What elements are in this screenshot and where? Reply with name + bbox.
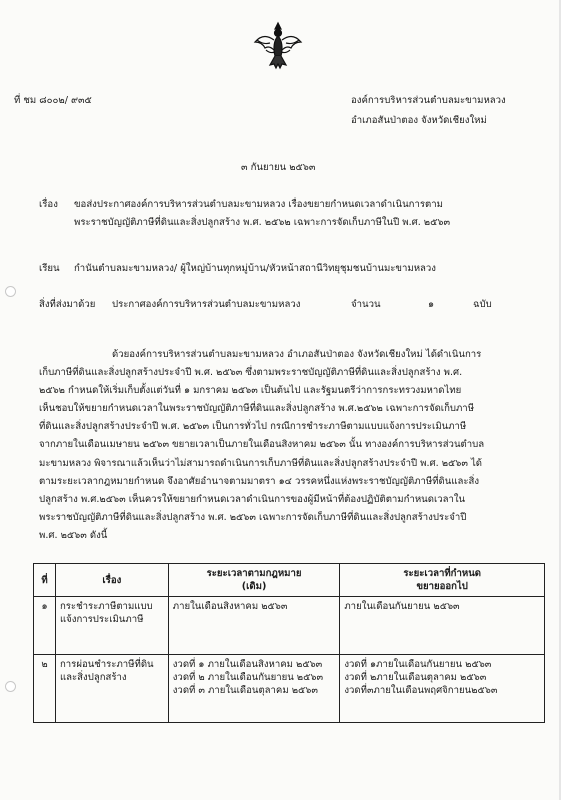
row-topic-line: กระชำระภาษีตามแบบ <box>59 601 153 612</box>
garuda-emblem-icon <box>252 20 304 72</box>
table-row <box>34 597 545 655</box>
subject-line-1: ขอส่งประกาศองค์การบริหารส่วนตำบลมะขามหลวง เรื่องขยายกำหนดเวลาดำเนินการตาม <box>74 199 443 210</box>
body-line: เห็นชอบให้ขยายกำหนดเวลาในพระราชบัญญัติภาษีที่ดินและสิ่งปลูกสร้าง พ.ศ.๒๕๖๒ เฉพาะการจัดเก็บภาษี <box>39 403 475 414</box>
body-line: พระราชบัญญัติภาษีที่ดินและสิ่งปลูกสร้าง พ.ศ. ๒๕๖๓ เฉพาะการจัดเก็บภาษีที่ดินและสิ่งปลูกสร้างประจำปี <box>39 512 467 523</box>
body-line: ๒๕๖๒ กำหนดให้เริ่มเก็บตั้งแต่วันที่ ๑ มกราคม ๒๕๖๓ เป็นต้นไป และรัฐมนตรีว่าการกระทรวงมหาดไทย <box>39 385 462 396</box>
row-legal-line: งวดที่ ๓ ภายในเดือนตุลาคม ๒๕๖๓ <box>172 685 318 696</box>
column-header-no: ที่ <box>34 564 56 597</box>
reference-number: ที่ ชม ๘๐๐๒/ ๙๓๕ <box>14 95 92 106</box>
recipient-label: เรียน <box>39 263 60 274</box>
legal-period-title: ระยะเวลาตามกฎหมาย <box>206 568 302 579</box>
extended-period-title: ระยะเวลาที่กำหนด <box>403 568 481 579</box>
column-header-topic: เรื่อง <box>55 564 168 597</box>
body-line: ปลูกสร้าง พ.ศ.๒๕๖๓ เห็นควรให้ขยายกำหนดเวลาดำเนินการของผู้มีหน้าที่ต้องปฏิบัติตามกำหนดเวลาใน <box>39 494 466 505</box>
body-line: ด้วยองค์การบริหารส่วนตำบลมะขามหลวง อำเภอสันป่าตอง จังหวัดเชียงใหม่ ได้ดำเนินการ <box>112 349 482 360</box>
body-line: จากภายในเดือนเมษายน ๒๕๖๓ ขยายเวลาเป็นภายในเดือนสิงหาคม ๒๕๖๓ นั้น ทางองค์การบริหารส่วนตำบล <box>39 439 485 450</box>
extended-period-subtitle: ขยายออกไป <box>416 581 468 592</box>
column-header-extended-period <box>340 564 545 597</box>
row-extended-line: งวดที่๓ภายในเดือนพฤศจิกายน๒๕๖๓ <box>344 685 498 696</box>
row-legal-line: ภายในเดือนสิงหาคม ๒๕๖๓ <box>172 601 288 612</box>
subject-line-2: พระราชบัญญัติภาษีที่ดินและสิ่งปลูกสร้าง พ.ศ. ๒๕๖๒ เฉพาะการจัดเก็บภาษีในปี พ.ศ. ๒๕๖๓ <box>74 217 451 228</box>
row-topic-line: และสิ่งปลูกสร้าง <box>59 672 127 683</box>
row-number: ๒ <box>34 655 56 723</box>
row-topic <box>55 597 168 655</box>
row-extended-period <box>340 597 545 655</box>
row-legal-line: งวดที่ ๒ ภายในเดือนกันยายน ๒๕๖๓ <box>172 672 324 683</box>
subject-label: เรื่อง <box>39 199 58 210</box>
row-topic <box>55 655 168 723</box>
body-line: ตามระยะเวลากฎหมายกำหนด จึงอาศัยอำนาจตามมาตรา ๑๔ วรรคหนึ่งแห่งพระราชบัญญัติภาษีที่ดินและสิ่ง <box>39 476 480 487</box>
organization-address: อำเภอสันป่าตอง จังหวัดเชียงใหม่ <box>351 115 487 126</box>
body-line: พ.ศ. ๒๕๖๓ ดังนี้ <box>39 530 108 541</box>
row-extended-line: ภายในเดือนกันยายน ๒๕๖๓ <box>344 601 460 612</box>
row-legal-period <box>168 655 340 723</box>
body-line: ที่ดินและสิ่งปลูกสร้างประจำปี พ.ศ. ๒๕๖๓ เป็นการทั่วไป กรณีการชำระภาษีตามแบบแจ้งการประเมินภาษี <box>39 421 467 432</box>
table-row <box>34 655 545 723</box>
attachment-qty-label: จำนวน <box>351 299 381 310</box>
extension-schedule-table <box>33 563 545 723</box>
body-line: เก็บภาษีที่ดินและสิ่งปลูกสร้างประจำปี พ.ศ. ๒๕๖๓ ซึ่งตามพระราชบัญญัติภาษีที่ดินและสิ่งปลูกสร้าง พ.ศ. <box>39 367 463 378</box>
recipient-text: กำนันตำบลมะขามหลวง/ ผู้ใหญ่บ้านทุกหมู่บ้าน/หัวหน้าสถานีวิทยุชุมชนบ้านมะขามหลวง <box>74 263 436 274</box>
body-line: มะขามหลวง พิจารณาแล้วเห็นว่าไม่สามารถดำเนินการเก็บภาษีที่ดินและสิ่งปลูกสร้างประจำปี พ.ศ. ๒๕๖๓ ได้ <box>39 458 483 469</box>
row-extended-line: งวดที่ ๒ภายในเดือนตุลาคม ๒๕๖๓ <box>344 672 487 683</box>
organization-name: องค์การบริหารส่วนตำบลมะขามหลวง <box>351 95 506 106</box>
attachment-unit: ฉบับ <box>473 299 492 310</box>
legal-period-subtitle: (เดิม) <box>241 581 267 592</box>
column-header-legal-period <box>168 564 340 597</box>
attachment-text: ประกาศองค์การบริหารส่วนตำบลมะขามหลวง <box>112 299 301 310</box>
row-topic-line: แจ้งการประเมินภาษี <box>59 614 144 625</box>
table-header-row <box>34 564 545 597</box>
row-legal-line: งวดที่ ๑ ภายในเดือนสิงหาคม ๒๕๖๓ <box>172 659 323 670</box>
binder-hole-bottom <box>5 681 16 692</box>
row-extended-period <box>340 655 545 723</box>
row-extended-line: งวดที่ ๑ภายในเดือนกันยายน ๒๕๖๓ <box>344 659 492 670</box>
document-date: ๓ กันยายน ๒๕๖๓ <box>241 162 316 173</box>
binder-hole-top <box>5 286 16 297</box>
row-topic-line: การผ่อนชำระภาษีที่ดิน <box>59 659 154 670</box>
attachment-qty: ๑ <box>428 299 435 310</box>
row-legal-period <box>168 597 340 655</box>
attachment-label: สิ่งที่ส่งมาด้วย <box>39 299 96 310</box>
row-number: ๑ <box>34 597 56 655</box>
